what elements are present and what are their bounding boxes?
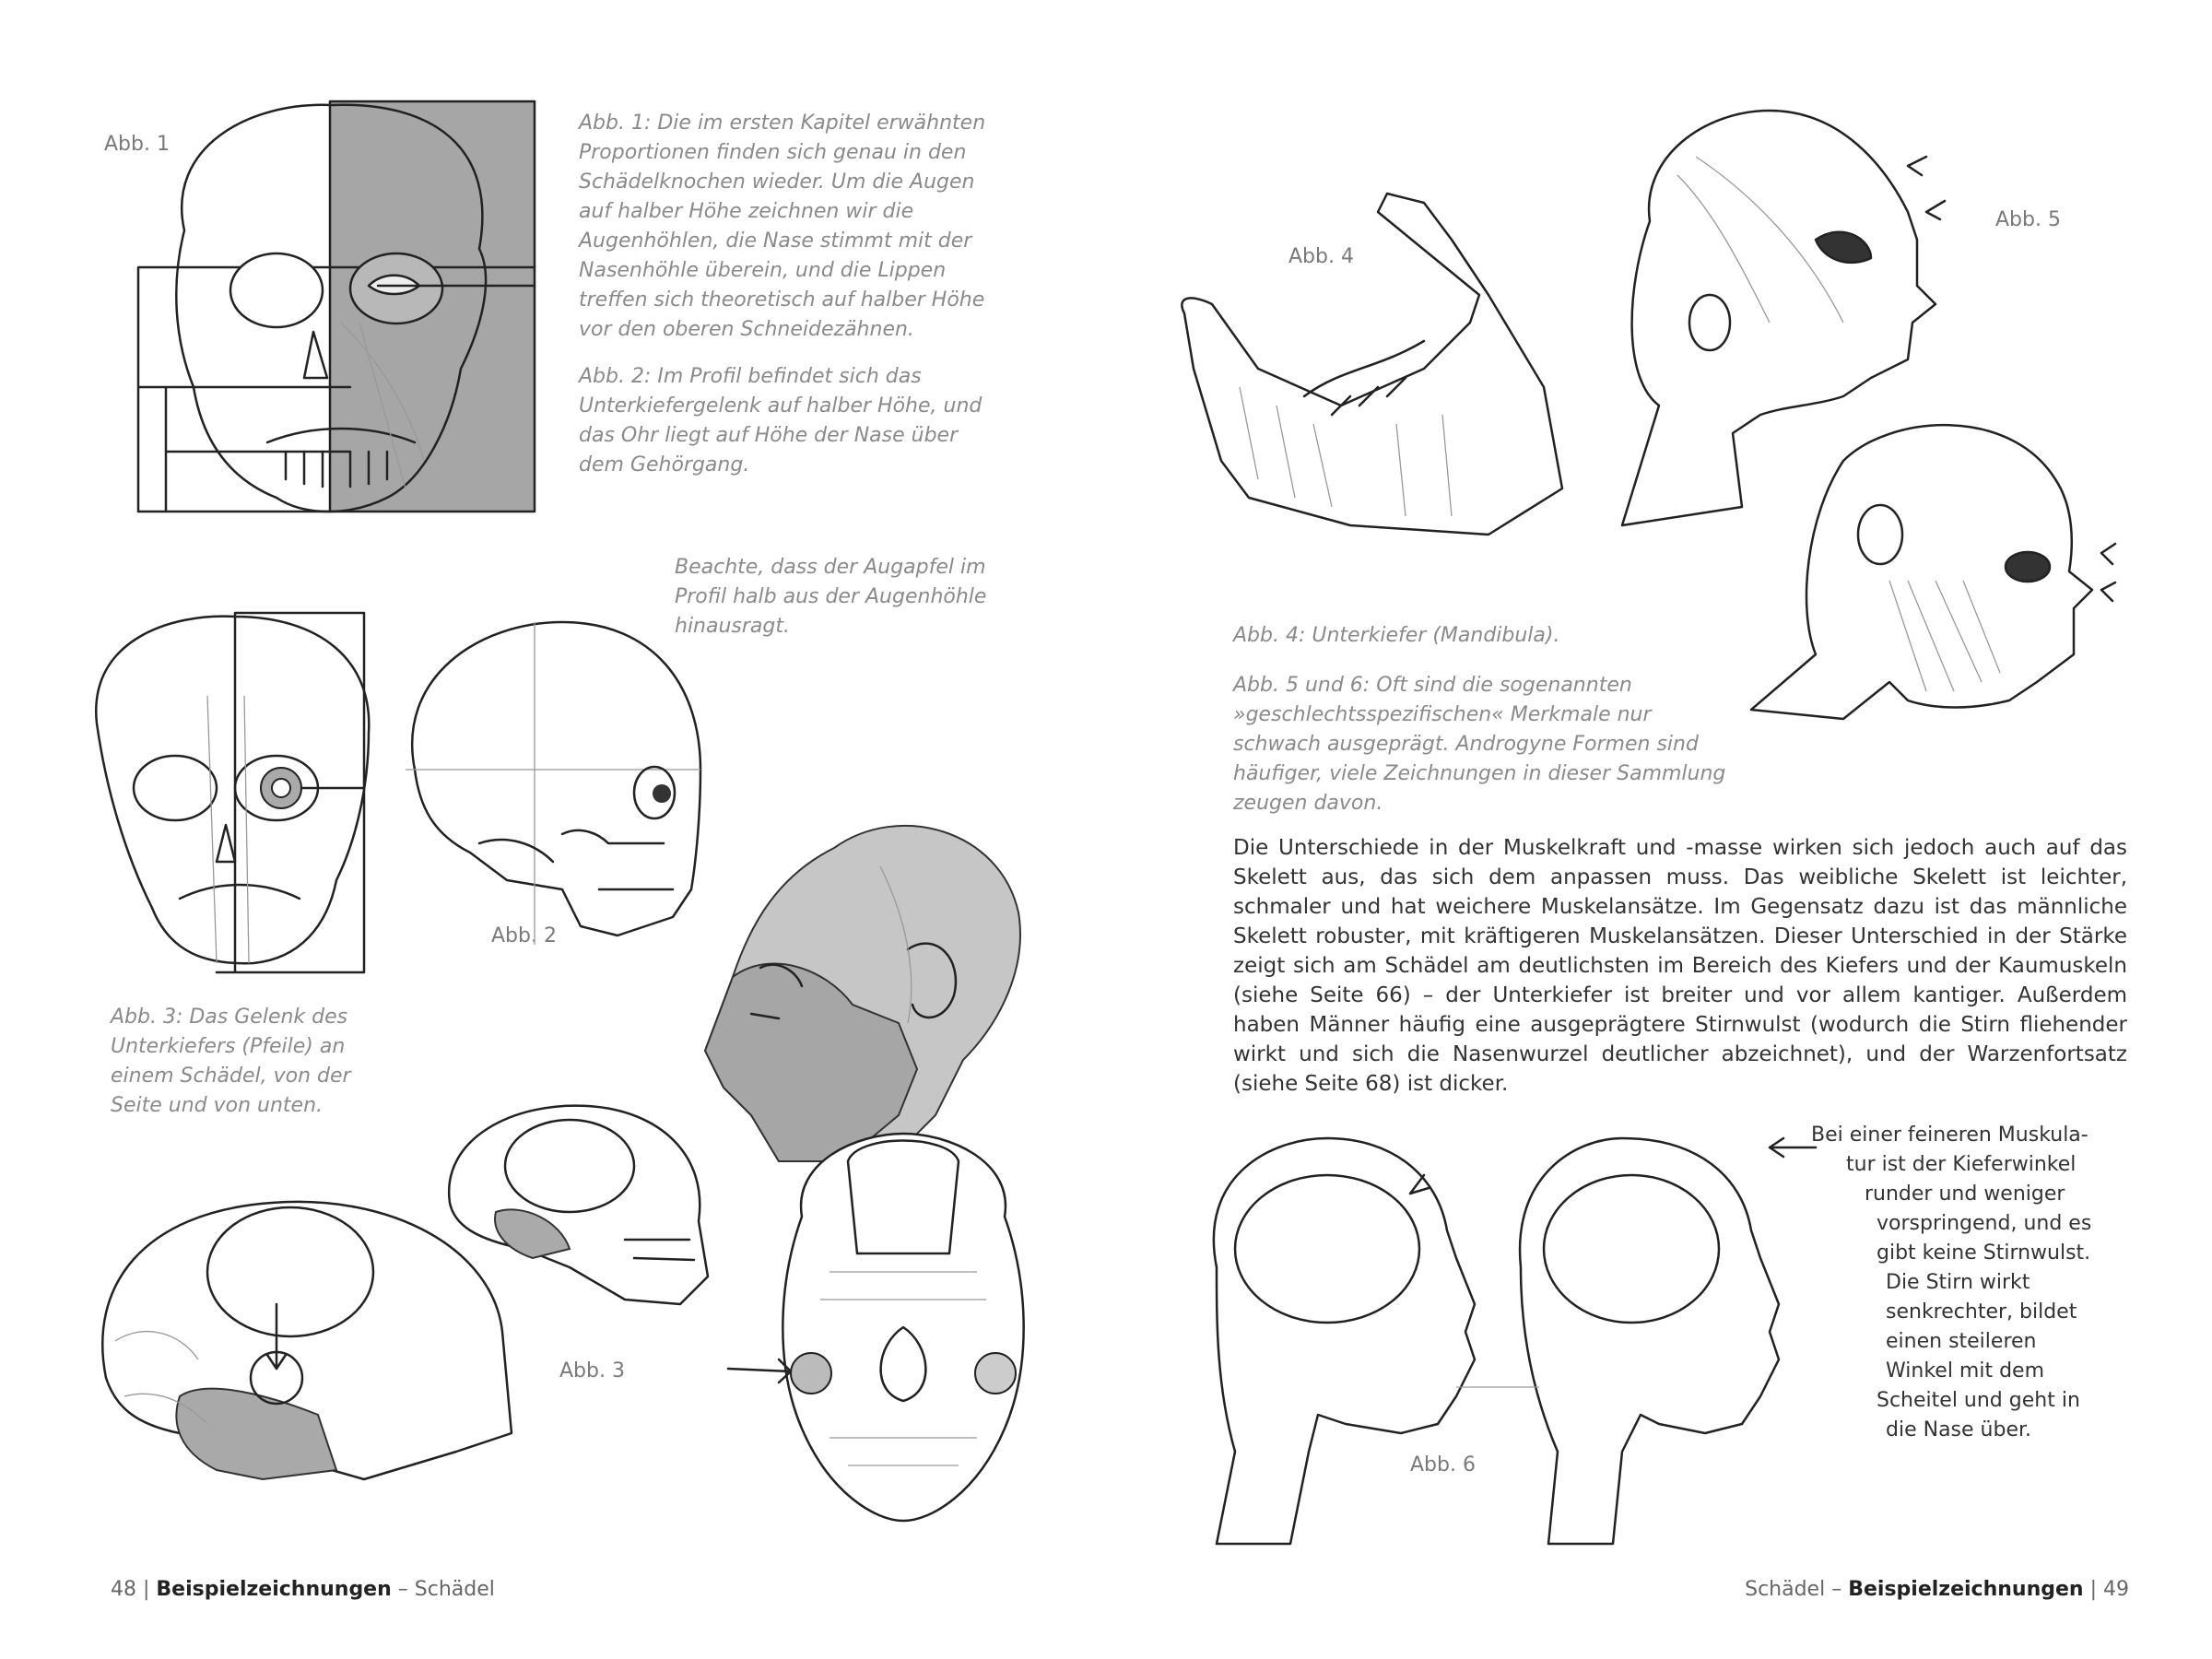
caption-line: Seite und von unten. <box>111 1094 324 1117</box>
caption-line: »geschlechtsspezifischen« Merkmale nur <box>1233 703 1652 726</box>
figure-label-abb1: Abb. 1 <box>104 133 170 156</box>
caption-line: Profil halb aus der Augenhöhle <box>675 585 987 608</box>
figure-abb3-skull-bottom <box>765 1124 1041 1530</box>
caption-line: vor den oberen Schneidezähnen. <box>579 318 914 341</box>
side-line: Scheitel und geht in <box>1877 1389 2080 1412</box>
caption-line: häufiger, viele Zeichnungen in dieser Sammlung <box>1233 762 1726 785</box>
caption-line: zeugen davon. <box>1233 792 1383 815</box>
caption-line: das Ohr liegt auf Höhe der Nase über <box>579 424 959 447</box>
side-line: gibt keine Stirnwulst. <box>1877 1241 2091 1265</box>
topic-title: Schädel <box>1745 1578 1826 1601</box>
caption-abb3 <box>111 1003 415 1121</box>
figure-abb2-skull-front <box>88 604 382 972</box>
caption-line: Unterkiefers (Pfeile) an <box>111 1035 346 1058</box>
caption-line: treffen sich theoretisch auf halber Höhe <box>579 288 985 312</box>
side-line: senkrechter, bildet <box>1886 1300 2077 1324</box>
figure-abb1-skull-front <box>129 92 553 525</box>
caption-abb1 <box>579 109 1003 345</box>
section-title: Beispielzeichnungen <box>156 1578 392 1601</box>
side-line: die Nase über. <box>1886 1418 2031 1441</box>
figure-label-abb3: Abb. 3 <box>559 1359 625 1382</box>
footer-right: Schädel – Beispielzeichnungen | 49 <box>1745 1578 2129 1601</box>
caption-abb56 <box>1233 671 1749 818</box>
caption-line: schwach ausgeprägt. Androgyne Formen sind <box>1233 733 1699 756</box>
caption-augapfel <box>675 553 1025 641</box>
page-number: 49 <box>2103 1578 2129 1601</box>
figure-label-abb5: Abb. 5 <box>1995 208 2061 231</box>
caption-line: hinausragt. <box>675 615 790 638</box>
side-line: einen steileren <box>1886 1330 2037 1353</box>
figure-label-abb2: Abb. 2 <box>491 924 557 947</box>
section-title: Beispielzeichnungen <box>1848 1578 2084 1601</box>
caption-line: Beachte, dass der Augapfel im <box>675 556 986 579</box>
caption-line: Abb. 1: Die im ersten Kapitel erwähnten <box>579 112 986 135</box>
side-line: tur ist der Kieferwinkel <box>1846 1153 2077 1176</box>
side-line: Winkel mit dem <box>1886 1359 2045 1382</box>
topic-title: Schädel <box>414 1578 495 1601</box>
caption-line: Schädelknochen wieder. Um die Augen <box>579 171 975 194</box>
side-line: vorspringend, und es <box>1877 1212 2092 1235</box>
caption-line: Abb. 2: Im Profil befindet sich das <box>579 365 922 388</box>
side-line: runder und weniger <box>1865 1182 2065 1206</box>
caption-line: Nasenhöhle überein, und die Lippen <box>579 259 947 282</box>
caption-line: einem Schädel, von der <box>111 1065 351 1088</box>
figure-abb4-mandible <box>1166 184 1590 553</box>
caption-line: Abb. 4: Unterkiefer (Mandibula). <box>1233 624 1560 647</box>
side-line: Die Stirn wirkt <box>1886 1271 2030 1294</box>
figure-abb5-head-lower <box>1751 406 2120 719</box>
caption-line: Augenhöhlen, die Nase stimmt mit der <box>579 229 972 253</box>
figure-label-abb6: Abb. 6 <box>1410 1453 1476 1477</box>
caption-line: Unterkiefergelenk auf halber Höhe, und <box>579 394 982 418</box>
body-paragraph: Die Unterschiede in der Muskelkraft und -masse wirken sich jedoch auch auf das Skelett aus, das sich dem anpassen muss. Das weibliche Skelett ist leichter, schmaler und hat weichere Muskelansätze. Im Gegensatz dazu ist das männliche Skelett robuster, mit kräftigeren Muskelansätzen. Dieser Unterschied in der Stärke zeigt sich am Schädel am deutlichsten im Bereich des Kiefers und der Kaumuskeln (siehe Seite 66) – der Unterkiefer ist breiter und vor allem kantiger. Außerdem haben Männer häufig eine ausgeprägtere Stirnwulst (wodurch die Stirn fliehender wirkt und sich die Nasenwurzel deutlicher abzeichnet), und der Warzenfortsatz (siehe Seite 68) ist dicker. <box>1233 836 2127 1096</box>
side-line: Bei einer feineren Muskula- <box>1811 1124 2088 1147</box>
caption-line: Abb. 3: Das Gelenk des <box>111 1006 348 1029</box>
caption-line: Abb. 5 und 6: Oft sind die sogenannten <box>1233 674 1632 697</box>
caption-line: dem Gehörgang. <box>579 453 750 477</box>
caption-line: auf halber Höhe zeichnen wir die <box>579 200 914 223</box>
figure-abb3-skull-side-2 <box>441 1101 726 1323</box>
footer-left: 48 | Beispielzeichnungen – Schädel <box>111 1578 495 1601</box>
caption-abb2 <box>579 362 1003 480</box>
page-number: 48 <box>111 1578 136 1601</box>
figure-label-abb4: Abb. 4 <box>1288 245 1354 268</box>
figure-abb2-skull-profile <box>396 613 710 963</box>
figure-abb6-head-profiles <box>1180 1120 1825 1562</box>
caption-abb4 <box>1233 621 1694 651</box>
caption-line: Proportionen finden sich genau in den <box>579 141 967 164</box>
